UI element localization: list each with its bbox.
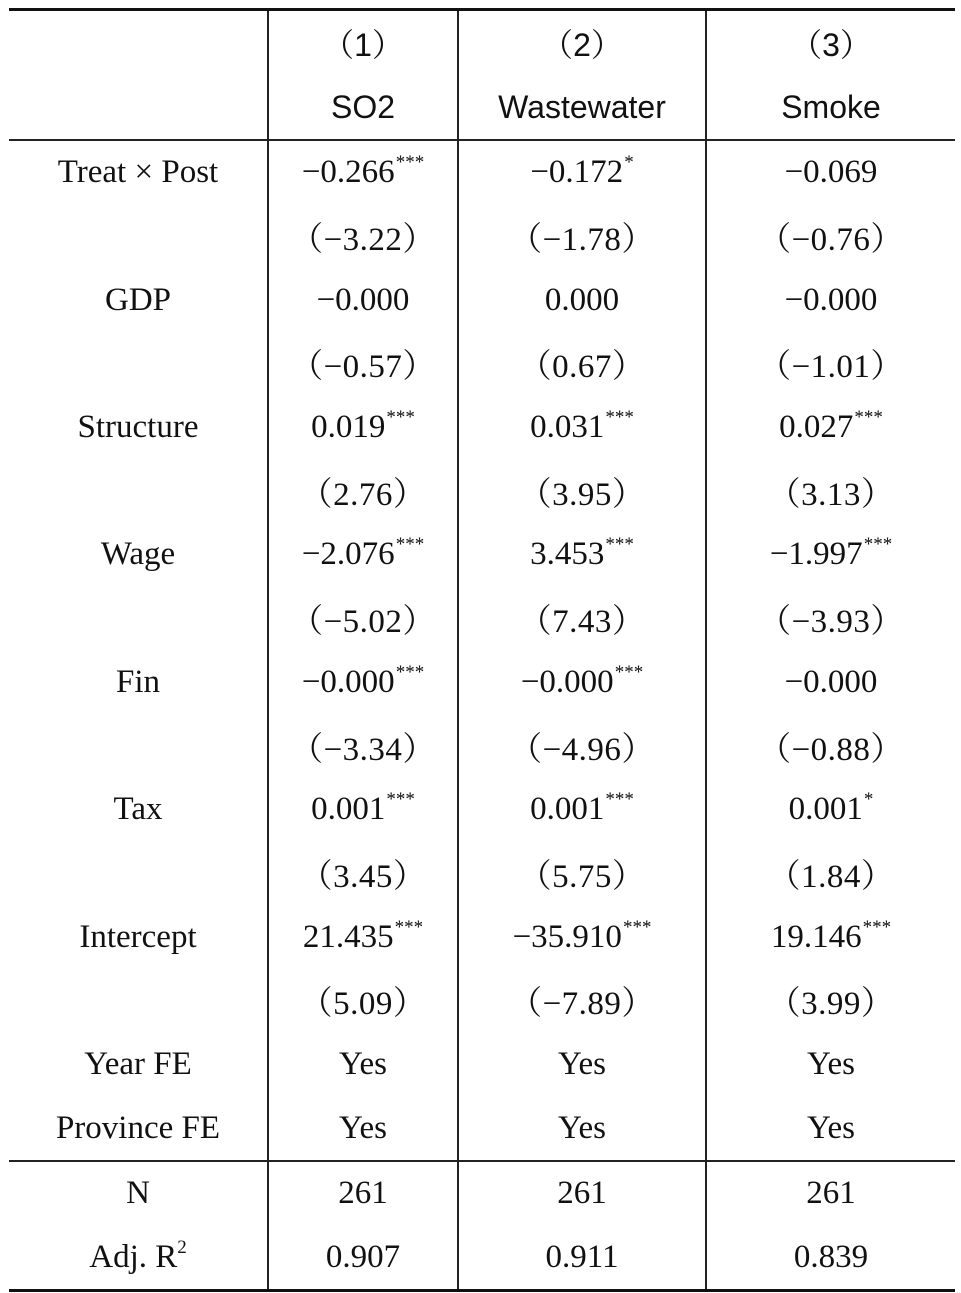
fixed-effect-value: Yes — [458, 1096, 706, 1161]
observations-value: 261 — [268, 1161, 458, 1226]
t-stat-value: （−1.78） — [509, 222, 655, 259]
coef-row — [9, 396, 955, 460]
t-stat-value: （−3.22） — [290, 222, 436, 259]
t-stat-cell — [268, 969, 458, 1033]
coef-row — [9, 778, 955, 842]
fixed-effect-value: Yes — [706, 1096, 955, 1161]
fixed-effect-row — [9, 1096, 955, 1161]
coef-cell — [268, 905, 458, 969]
coef-cell — [458, 268, 706, 332]
variable-label-empty — [9, 587, 268, 651]
coef-row — [9, 523, 955, 587]
significance-stars: *** — [395, 152, 425, 174]
fixed-effect-value: Yes — [706, 1033, 955, 1097]
column-name: SO2 — [268, 75, 458, 140]
variable-label-empty — [9, 969, 268, 1033]
t-stat-row — [9, 714, 955, 778]
coef-cell — [458, 778, 706, 842]
variable-label-empty — [9, 205, 268, 269]
coef-value: −0.000 — [301, 663, 395, 700]
coef-cell — [458, 396, 706, 460]
t-stat-cell — [458, 459, 706, 523]
column-number: （2） — [458, 10, 706, 76]
significance-stars: *** — [386, 789, 415, 811]
coef-value: −0.069 — [784, 154, 878, 191]
t-stat-cell — [458, 205, 706, 269]
coef-cell — [268, 523, 458, 587]
t-stat-value: （1.84） — [767, 858, 895, 895]
adj-r2-row — [9, 1226, 955, 1291]
t-stat-value: （−3.34） — [290, 731, 436, 768]
column-number: （3） — [706, 10, 955, 76]
significance-stars: *** — [395, 534, 425, 556]
adj-r2-value: 0.911 — [458, 1226, 706, 1291]
header-row-names — [9, 75, 955, 140]
coef-value: −0.000 — [316, 281, 410, 318]
t-stat-cell — [458, 969, 706, 1033]
significance-stars: *** — [863, 534, 893, 556]
t-stat-value: （0.67） — [518, 349, 646, 386]
variable-label: Wage — [100, 536, 176, 573]
coef-value: −1.997 — [769, 536, 863, 573]
t-stat-value: （−0.88） — [758, 731, 904, 768]
t-stat-row — [9, 842, 955, 906]
t-stat-value: （2.76） — [299, 476, 427, 513]
t-stat-cell — [706, 842, 955, 906]
t-stat-cell — [268, 587, 458, 651]
coef-value: −2.076 — [301, 536, 395, 573]
t-stat-cell — [458, 714, 706, 778]
coef-value: 0.019 — [311, 409, 386, 446]
coef-row — [9, 905, 955, 969]
observations-value: 261 — [458, 1161, 706, 1226]
coef-cell — [706, 396, 955, 460]
coef-cell — [458, 905, 706, 969]
coef-row — [9, 651, 955, 715]
coef-cell — [268, 651, 458, 715]
t-stat-cell — [268, 714, 458, 778]
t-stat-cell — [268, 459, 458, 523]
t-stat-cell — [458, 842, 706, 906]
column-name: Wastewater — [458, 75, 706, 140]
coef-value: −0.266 — [301, 154, 395, 191]
coef-value: 0.031 — [530, 409, 605, 446]
coef-cell — [706, 778, 955, 842]
observations-value: 261 — [706, 1161, 955, 1226]
t-stat-value: （−3.93） — [758, 604, 904, 641]
coef-value: 0.000 — [544, 281, 620, 318]
fixed-effect-value: Yes — [268, 1033, 458, 1097]
fixed-effect-label: Year FE — [84, 1045, 192, 1082]
coef-value: 3.453 — [530, 536, 605, 573]
coef-row — [9, 140, 955, 205]
adj-r2-label-text: Adj. R — [89, 1239, 178, 1276]
r2-superscript: 2 — [177, 1237, 187, 1259]
fixed-effect-value: Yes — [458, 1033, 706, 1097]
coef-cell — [706, 651, 955, 715]
t-stat-row — [9, 969, 955, 1033]
coef-value: 19.146 — [770, 918, 862, 955]
coef-value: 0.001 — [788, 791, 863, 828]
t-stat-value: （−0.76） — [758, 222, 904, 259]
coef-value: −0.172 — [530, 154, 624, 191]
variable-label: Treat × Post — [57, 154, 219, 191]
column-number: （1） — [268, 10, 458, 76]
variable-label: Fin — [115, 663, 161, 700]
coef-cell — [458, 140, 706, 205]
t-stat-value: （−7.89） — [509, 986, 655, 1023]
coef-cell — [706, 523, 955, 587]
t-stat-value: （7.43） — [518, 604, 646, 641]
coef-cell — [268, 140, 458, 205]
t-stat-row — [9, 332, 955, 396]
t-stat-value: （−0.57） — [290, 349, 436, 386]
t-stat-cell — [706, 587, 955, 651]
coef-value: 21.435 — [302, 918, 394, 955]
significance-stars: *** — [605, 789, 634, 811]
t-stat-cell — [458, 332, 706, 396]
significance-stars: * — [624, 152, 634, 174]
t-stat-row — [9, 587, 955, 651]
significance-stars: *** — [622, 916, 652, 938]
t-stat-value: （3.95） — [518, 476, 646, 513]
coef-value: 0.001 — [530, 791, 605, 828]
t-stat-cell — [706, 205, 955, 269]
coef-cell — [268, 396, 458, 460]
header-corner — [9, 10, 268, 76]
significance-stars: *** — [394, 916, 424, 938]
variable-label-empty — [9, 714, 268, 778]
coef-value: −0.000 — [784, 663, 878, 700]
variable-label: GDP — [104, 281, 172, 318]
fixed-effect-label: Province FE — [55, 1109, 221, 1146]
t-stat-cell — [458, 587, 706, 651]
t-stat-value: （3.99） — [767, 986, 895, 1023]
t-stat-value: （3.45） — [299, 858, 427, 895]
coef-value: −0.000 — [784, 281, 878, 318]
significance-stars: * — [863, 789, 874, 811]
t-stat-cell — [706, 969, 955, 1033]
t-stat-value: （−1.01） — [758, 349, 904, 386]
t-stat-cell — [268, 842, 458, 906]
t-stat-cell — [706, 714, 955, 778]
significance-stars: *** — [395, 661, 425, 683]
observations-label: N — [9, 1161, 268, 1226]
coef-cell — [458, 523, 706, 587]
coef-value: −35.910 — [512, 918, 622, 955]
t-stat-value: （−5.02） — [290, 604, 436, 641]
coef-value: 0.001 — [311, 791, 386, 828]
variable-label: Intercept — [79, 918, 197, 955]
coef-cell — [706, 268, 955, 332]
coef-value: −0.000 — [520, 663, 614, 700]
fixed-effect-value: Yes — [268, 1096, 458, 1161]
significance-stars: *** — [605, 534, 634, 556]
t-stat-cell — [706, 459, 955, 523]
variable-label: Structure — [77, 409, 199, 446]
significance-stars: *** — [614, 661, 644, 683]
t-stat-value: （−4.96） — [509, 731, 655, 768]
adj-r2-value: 0.907 — [268, 1226, 458, 1291]
coef-value: 0.027 — [779, 409, 854, 446]
fixed-effect-row — [9, 1033, 955, 1097]
coef-cell — [458, 651, 706, 715]
significance-stars: *** — [862, 916, 892, 938]
t-stat-row — [9, 205, 955, 269]
coef-row — [9, 268, 955, 332]
t-stat-cell — [268, 332, 458, 396]
coef-cell — [268, 268, 458, 332]
significance-stars: *** — [854, 407, 883, 429]
t-stat-value: （5.09） — [299, 986, 427, 1023]
variable-label: Tax — [113, 791, 163, 828]
t-stat-cell — [706, 332, 955, 396]
t-stat-value: （3.13） — [767, 476, 895, 513]
variable-label-empty — [9, 459, 268, 523]
coef-cell — [706, 905, 955, 969]
coef-cell — [706, 140, 955, 205]
t-stat-value: （5.75） — [518, 858, 646, 895]
column-name: Smoke — [706, 75, 955, 140]
header-row-numbers — [9, 10, 955, 76]
regression-table — [9, 8, 955, 1292]
significance-stars: *** — [386, 407, 415, 429]
t-stat-cell — [268, 205, 458, 269]
t-stat-row — [9, 459, 955, 523]
variable-label-empty — [9, 842, 268, 906]
significance-stars: *** — [605, 407, 634, 429]
adj-r2-label — [9, 1226, 268, 1291]
coef-cell — [268, 778, 458, 842]
header-corner — [9, 75, 268, 140]
adj-r2-value: 0.839 — [706, 1226, 955, 1291]
observations-row — [9, 1161, 955, 1226]
variable-label-empty — [9, 332, 268, 396]
